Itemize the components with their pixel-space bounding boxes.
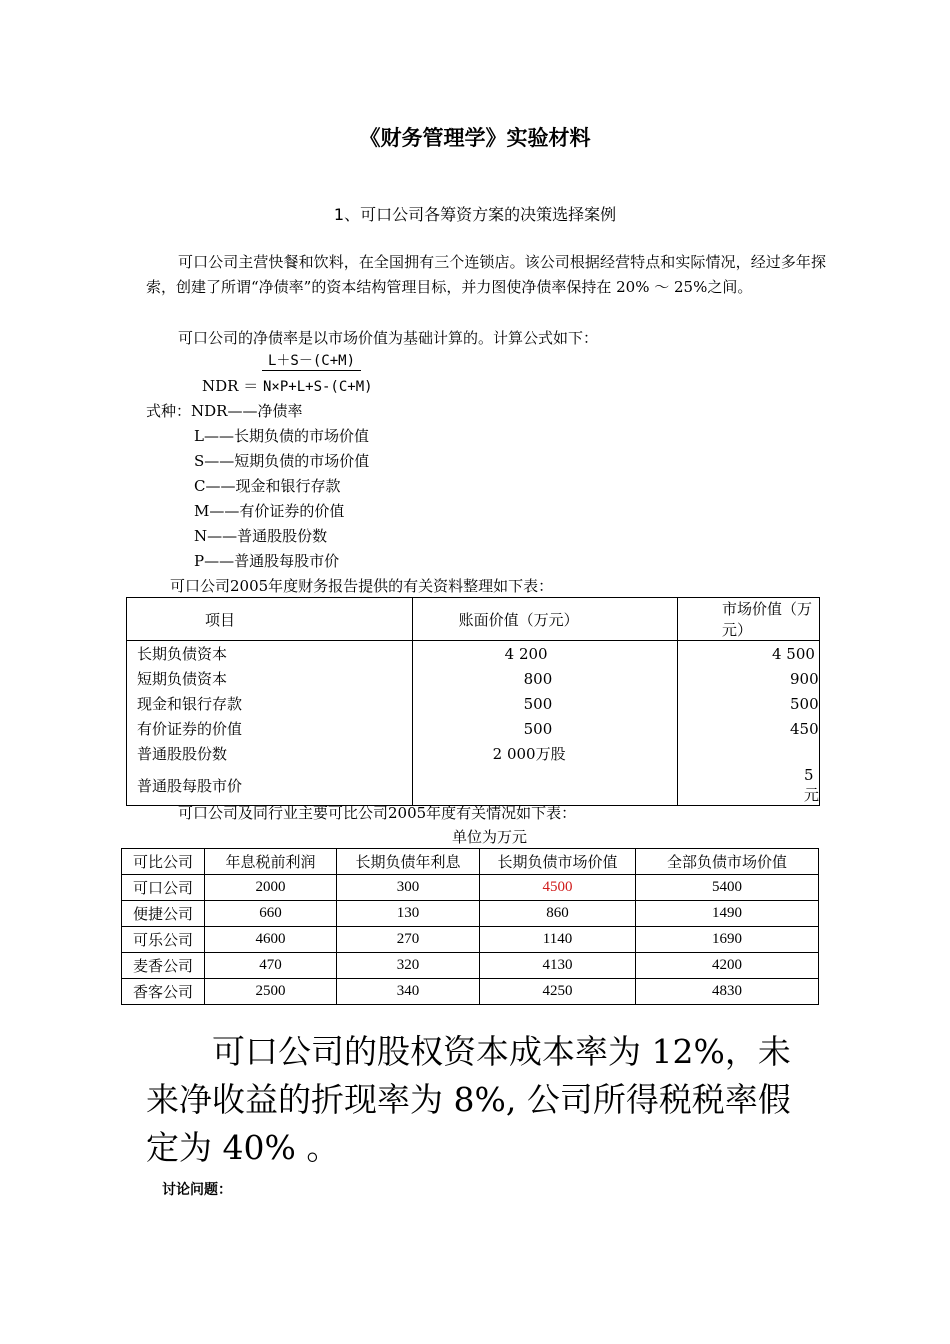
table-cell: 4600	[205, 927, 337, 953]
table-cell: 2000	[205, 875, 337, 901]
table-row	[122, 875, 819, 901]
discussion-heading: 讨论问题：	[162, 1182, 232, 1198]
financial-data-table	[126, 597, 820, 806]
table-cell: 860	[480, 901, 636, 927]
formula-line	[202, 375, 373, 396]
table-cell: 800	[412, 666, 677, 691]
assumption-paragraph: 可口公司的股权资本成本率为 12%，未来净收益的折现率为 8%, 公司所得税税率假定为 40% 。	[146, 1032, 791, 1167]
legend-line: N——普通股股份数	[194, 527, 328, 545]
table-row	[122, 927, 819, 953]
table-cell: 现金和银行存款	[127, 691, 413, 716]
comparable-companies-table	[121, 848, 819, 1005]
table-row	[127, 641, 820, 667]
table-cell: 500	[678, 691, 820, 716]
table-cell: 5元	[678, 766, 820, 806]
table2-intro: 可口公司及同行业主要可比公司2005年度有关情况如下表：	[178, 804, 577, 822]
formula-numerator: L＋S－(C+M)	[262, 350, 361, 371]
table-row	[122, 953, 819, 979]
table-header-row	[127, 598, 820, 641]
column-header: 全部负债市场价值	[636, 849, 819, 875]
table-row	[127, 666, 820, 691]
table-cell: 470	[205, 953, 337, 979]
column-header: 年息税前利润	[205, 849, 337, 875]
table-cell	[412, 766, 677, 806]
legend-line: L——长期负债的市场价值	[194, 427, 369, 445]
table-cell: 1140	[480, 927, 636, 953]
column-header: 账面价值（万元）	[412, 598, 677, 641]
table-cell: 270	[337, 927, 480, 953]
company-name-cell: 香客公司	[122, 979, 205, 1005]
column-header: 项目	[127, 598, 413, 641]
table1-intro: 可口公司2005年度财务报告提供的有关资料整理如下表：	[170, 577, 554, 595]
column-header: 长期负债市场价值	[480, 849, 636, 875]
table2-unit: 单位为万元	[452, 828, 528, 846]
table-cell: 4250	[480, 979, 636, 1005]
table-cell: 有价证券的价值	[127, 716, 413, 741]
table-cell: 900	[678, 666, 820, 691]
table-cell: 5400	[636, 875, 819, 901]
company-name-cell: 麦香公司	[122, 953, 205, 979]
table-cell: 500	[412, 691, 677, 716]
company-name-cell: 可乐公司	[122, 927, 205, 953]
table-cell: 1690	[636, 927, 819, 953]
table-cell: 4830	[636, 979, 819, 1005]
table-cell: 1490	[636, 901, 819, 927]
column-header: 长期负债年利息	[337, 849, 480, 875]
table-cell: 短期负债资本	[127, 666, 413, 691]
legend-line: S——短期负债的市场价值	[194, 452, 370, 470]
table-cell: 340	[337, 979, 480, 1005]
column-header: 市场价值（万元）	[678, 598, 820, 641]
table-cell	[678, 741, 820, 766]
case-title: 1、可口公司各筹资方案的决策选择案例	[333, 205, 617, 224]
table-cell: 4 200	[412, 641, 677, 667]
table-cell: 500	[412, 716, 677, 741]
table-cell: 660	[205, 901, 337, 927]
column-header: 可比公司	[122, 849, 205, 875]
company-name-cell: 可口公司	[122, 875, 205, 901]
table-cell: 4 500	[678, 641, 820, 667]
legend-line: M——有价证券的价值	[194, 502, 345, 520]
table-cell: 4130	[480, 953, 636, 979]
table-row	[122, 979, 819, 1005]
formula-lhs: NDR ＝	[202, 377, 259, 395]
legend-line: 式种：NDR——净债率	[146, 402, 303, 420]
legend-line: C——现金和银行存款	[194, 477, 341, 495]
table-row	[127, 716, 820, 741]
table-cell: 普通股每股市价	[127, 766, 413, 806]
table-row	[127, 691, 820, 716]
table-cell: 普通股股份数	[127, 741, 413, 766]
table-cell: 450	[678, 716, 820, 741]
table-cell: 4200	[636, 953, 819, 979]
formula-denominator: N×P+L+S-(C+M)	[263, 379, 373, 395]
table-cell: 130	[337, 901, 480, 927]
company-name-cell: 便捷公司	[122, 901, 205, 927]
table-row	[127, 766, 820, 806]
table-cell: 2 000万股	[412, 741, 677, 766]
table-row	[127, 741, 820, 766]
document-title: 《财务管理学》实验材料	[359, 126, 591, 150]
table-cell: 2500	[205, 979, 337, 1005]
table-row	[122, 901, 819, 927]
table-cell: 300	[337, 875, 480, 901]
table-cell: 长期负债资本	[127, 641, 413, 667]
table-cell: 320	[337, 953, 480, 979]
intro-paragraph: 可口公司主营快餐和饮料，在全国拥有三个连锁店。该公司根据经营特点和实际情况，经过多年探索，创建了所谓“净债率”的资本结构管理目标，并力图使净债率保持在 20% ～ 25%之间。	[146, 253, 826, 296]
highlighted-cell: 4500	[480, 875, 636, 901]
legend-line: P——普通股每股市价	[194, 552, 340, 570]
table-header-row	[122, 849, 819, 875]
formula-intro: 可口公司的净债率是以市场价值为基础计算的。计算公式如下：	[178, 329, 599, 347]
